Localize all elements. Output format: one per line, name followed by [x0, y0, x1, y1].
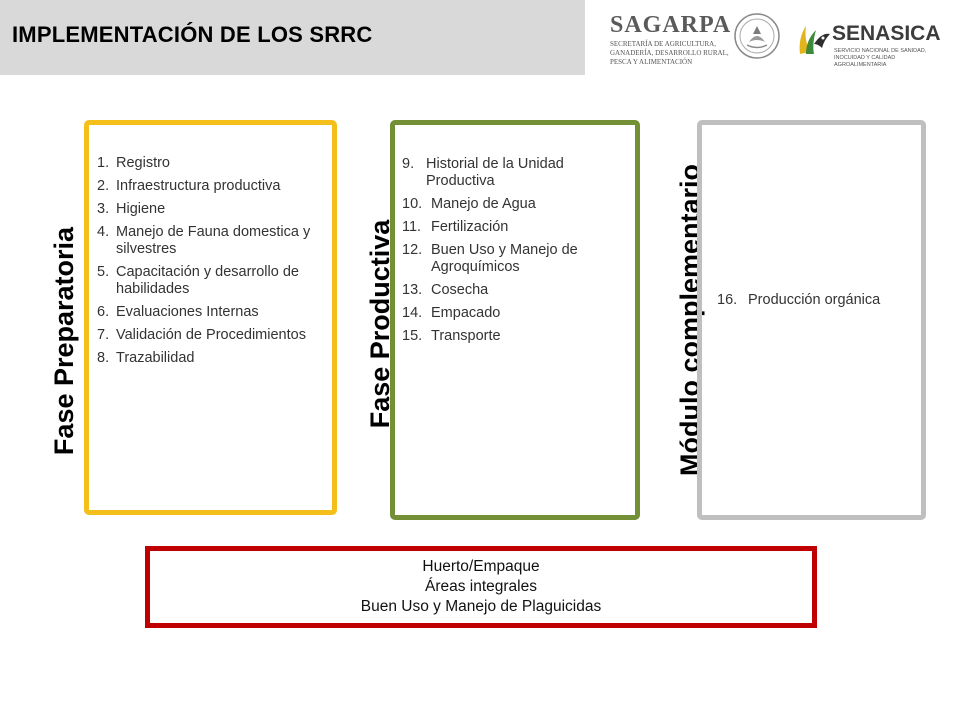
item-text: Fertilización	[431, 219, 509, 235]
common-area-line: Huerto/Empaque	[422, 558, 540, 575]
item-text: Capacitación y desarrollo de habilidades	[116, 264, 299, 297]
sagarpa-subtitle	[610, 40, 730, 67]
item-text: Validación de Procedimientos	[116, 327, 306, 343]
list-item	[97, 304, 319, 321]
list-item	[402, 328, 634, 345]
item-text: Transporte	[431, 328, 501, 344]
list-item	[97, 155, 319, 172]
list-item	[97, 224, 319, 258]
list-item	[402, 282, 634, 299]
item-text: Evaluaciones Internas	[116, 304, 259, 320]
senasica-logo-icon	[792, 18, 832, 58]
item-number: 1.	[97, 155, 110, 171]
item-number: 2.	[97, 178, 110, 194]
title-bar	[0, 0, 585, 75]
item-text: Infraestructura productiva	[116, 178, 281, 194]
item-text: Higiene	[116, 201, 166, 217]
item-number: 5.	[97, 264, 110, 280]
list-item	[97, 264, 319, 298]
phase-label-productiva: Fase Productiva	[365, 219, 395, 429]
item-number: 4.	[97, 224, 110, 240]
item-text: Registro	[116, 155, 170, 171]
list-item	[717, 292, 907, 309]
logos-area	[600, 8, 950, 73]
phase-label-complementario: Módulo complementario	[675, 163, 705, 477]
item-number: 9.	[402, 156, 415, 172]
item-text: Historial de la Unidad Productiva	[426, 156, 564, 189]
item-number: 6.	[97, 304, 110, 320]
item-text: Trazabilidad	[116, 350, 195, 366]
phase-list-preparatoria	[97, 155, 319, 373]
item-number: 16.	[717, 292, 738, 308]
list-item	[97, 178, 319, 195]
item-number: 15.	[402, 328, 423, 344]
list-item	[402, 242, 634, 276]
item-number: 10.	[402, 196, 423, 212]
item-number: 3.	[97, 201, 110, 217]
item-text: Cosecha	[431, 282, 489, 298]
item-number: 7.	[97, 327, 110, 343]
phase-list-complementario	[717, 292, 907, 315]
sagarpa-subtitle-line: SECRETARÍA DE AGRICULTURA,	[610, 40, 716, 48]
sagarpa-subtitle-line: GANADERÍA, DESARROLLO RURAL,	[610, 49, 729, 57]
item-text: Empacado	[431, 305, 501, 321]
item-text: Manejo de Agua	[431, 196, 536, 212]
common-area-line: Áreas integrales	[424, 578, 537, 595]
senasica-subtitle: SERVICIO NACIONAL DE SANIDAD, INOCUIDAD Y CALIDAD AGROALIMENTARIA	[834, 48, 927, 68]
list-item	[402, 305, 634, 322]
item-number: 11.	[402, 219, 422, 235]
sagarpa-subtitle-line: PESCA Y ALIMENTACIÓN	[610, 58, 693, 66]
item-number: 12.	[402, 242, 423, 258]
sagarpa-logo	[610, 12, 730, 67]
common-area-line: Buen Uso y Manejo de Plaguicidas	[360, 598, 602, 615]
item-text: Manejo de Fauna domestica y silvestres	[116, 224, 311, 257]
list-item	[97, 201, 319, 218]
item-number: 8.	[97, 350, 110, 366]
page-title: IMPLEMENTACIÓN DE LOS SRRC	[12, 22, 373, 47]
list-item	[402, 219, 634, 236]
item-number: 14.	[402, 305, 423, 321]
sagarpa-name: SAGARPA	[610, 12, 732, 38]
list-item	[402, 156, 634, 190]
common-areas-box	[145, 546, 817, 628]
list-item	[97, 350, 319, 367]
list-item	[97, 327, 319, 344]
senasica-name: SENASICA	[832, 22, 941, 45]
mexico-seal-icon	[733, 12, 781, 60]
phase-box-complementario	[697, 120, 926, 520]
item-text: Buen Uso y Manejo de Agroquímicos	[431, 242, 578, 275]
item-number: 13.	[402, 282, 423, 298]
item-text: Producción orgánica	[748, 292, 881, 308]
phase-list-productiva	[402, 156, 634, 351]
phase-label-preparatoria: Fase Preparatoria	[49, 226, 79, 456]
list-item	[402, 196, 634, 213]
